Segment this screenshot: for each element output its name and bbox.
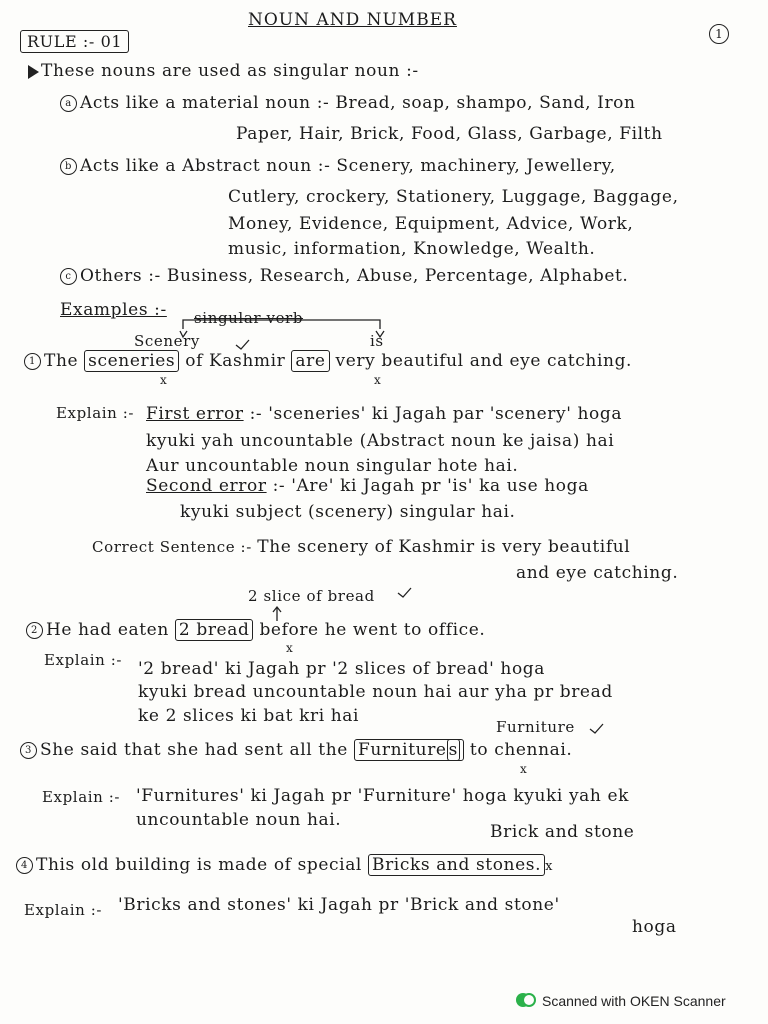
ex3-number: 3 bbox=[20, 742, 37, 759]
pointer-arrow-icon bbox=[28, 65, 39, 79]
ex4-sentence: 4 This old building is made of special Bricks and stones. x bbox=[16, 855, 553, 875]
ex3-explain-label: Explain :- bbox=[42, 788, 121, 806]
scanner-watermark: Scanned with OKEN Scanner bbox=[516, 990, 726, 1012]
point-b-line-4: music, information, Knowledge, Wealth. bbox=[228, 239, 596, 259]
ex1-x-mark-2: x bbox=[374, 373, 381, 387]
ex1-x-mark-1: x bbox=[160, 373, 167, 387]
singular-verb-note: singular verb bbox=[194, 309, 304, 327]
point-b-line-2: Cutlery, crockery, Stationery, Luggage, Baggage, bbox=[228, 187, 679, 207]
rule-label: RULE :- 01 bbox=[20, 30, 129, 53]
ex1-error-sceneries: sceneries bbox=[84, 350, 179, 372]
ex2-correction: 2 slice of bread bbox=[248, 587, 375, 605]
ex1-correction-is: is bbox=[370, 332, 384, 350]
intro-line: These nouns are used as singular noun :- bbox=[28, 61, 419, 81]
oken-scanner-logo-icon bbox=[516, 991, 536, 1011]
ex3-error-furnitures: Furniture s bbox=[354, 739, 464, 761]
ex1-error-are: are bbox=[291, 350, 329, 372]
point-b-line-3: Money, Evidence, Equipment, Advice, Work, bbox=[228, 214, 634, 234]
ex2-explain-line-2: kyuki bread uncountable noun hai aur yha pr bread bbox=[138, 682, 613, 702]
ex4-correction: Brick and stone bbox=[490, 822, 635, 842]
ex1-explain-label: Explain :- bbox=[56, 404, 135, 422]
ex2-explain-label: Explain :- bbox=[44, 651, 123, 669]
ex3-x-mark: x bbox=[520, 762, 527, 776]
ex2-error-2-bread: 2 bread bbox=[175, 619, 254, 641]
ex4-number: 4 bbox=[16, 857, 33, 874]
ex2-x-mark: x bbox=[286, 641, 293, 655]
ex1-correct-sentence-line-2: and eye catching. bbox=[516, 563, 679, 583]
check-mark bbox=[236, 340, 249, 349]
ex2-sentence: 2 He had eaten 2 bread before he went to office. bbox=[26, 620, 485, 640]
ex1-number: 1 bbox=[24, 353, 41, 370]
ex4-explain-label: Explain :- bbox=[24, 901, 103, 919]
ex1-correct-sentence-line-1: Correct Sentence :- The scenery of Kashmir is very beautiful bbox=[92, 537, 631, 557]
ex3-explain-line-1: 'Furnitures' ki Jagah pr 'Furniture' hoga kyuki yah ek bbox=[136, 786, 630, 806]
marker-b: b bbox=[60, 158, 77, 175]
ex1-second-error-line-2: kyuki subject (scenery) singular hai. bbox=[180, 502, 516, 522]
check-mark bbox=[398, 588, 411, 597]
point-c-line-1: c Others :- Business, Research, Abuse, Percentage, Alphabet. bbox=[60, 266, 628, 286]
point-a-line-2: Paper, Hair, Brick, Food, Glass, Garbage, Filth bbox=[236, 124, 663, 144]
ex1-correction-scenery: Scenery bbox=[134, 332, 200, 350]
page-number: 1 bbox=[709, 24, 729, 44]
ex4-error-bricks-stones: Bricks and stones. bbox=[368, 854, 545, 876]
ex2-explain-line-1: '2 bread' ki Jagah pr '2 slices of bread' hoga bbox=[138, 659, 546, 679]
ex2-explain-line-3: ke 2 slices ki bat kri hai bbox=[138, 706, 360, 726]
ex1-first-error-line-3: Aur uncountable noun singular hote hai. bbox=[146, 456, 519, 476]
point-b-line-1: b Acts like a Abstract noun :- Scenery, machinery, Jewellery, bbox=[60, 156, 616, 176]
marker-c: c bbox=[60, 268, 77, 285]
ex4-x-mark: x bbox=[545, 859, 554, 874]
ex3-correction: Furniture bbox=[496, 718, 575, 736]
ex3-sentence: 3 She said that she had sent all the Furniture s to chennai. bbox=[20, 740, 572, 760]
ex2-number: 2 bbox=[26, 622, 43, 639]
ex1-second-error-line-1: Second error :- 'Are' ki Jagah pr 'is' ka use hoga bbox=[146, 476, 589, 496]
check-mark bbox=[590, 724, 603, 733]
ex4-explain-line-1: 'Bricks and stones' ki Jagah pr 'Brick and stone' bbox=[118, 895, 560, 915]
ex1-first-error-line-2: kyuki yah uncountable (Abstract noun ke jaisa) hai bbox=[146, 431, 615, 451]
marker-a: a bbox=[60, 95, 77, 112]
ex4-explain-line-2: hoga bbox=[632, 917, 677, 937]
ex1-sentence: 1 The sceneries of Kashmir are very beautiful and eye catching. bbox=[24, 351, 632, 371]
page-title: NOUN AND NUMBER bbox=[248, 10, 457, 30]
ex1-first-error-line-1: First error :- 'sceneries' ki Jagah par 'scenery' hoga bbox=[146, 404, 623, 424]
point-a-line-1: a Acts like a material noun :- Bread, soap, shampo, Sand, Iron bbox=[60, 93, 636, 113]
ex3-explain-line-2: uncountable noun hai. bbox=[136, 810, 342, 830]
examples-label: Examples :- bbox=[60, 300, 167, 320]
